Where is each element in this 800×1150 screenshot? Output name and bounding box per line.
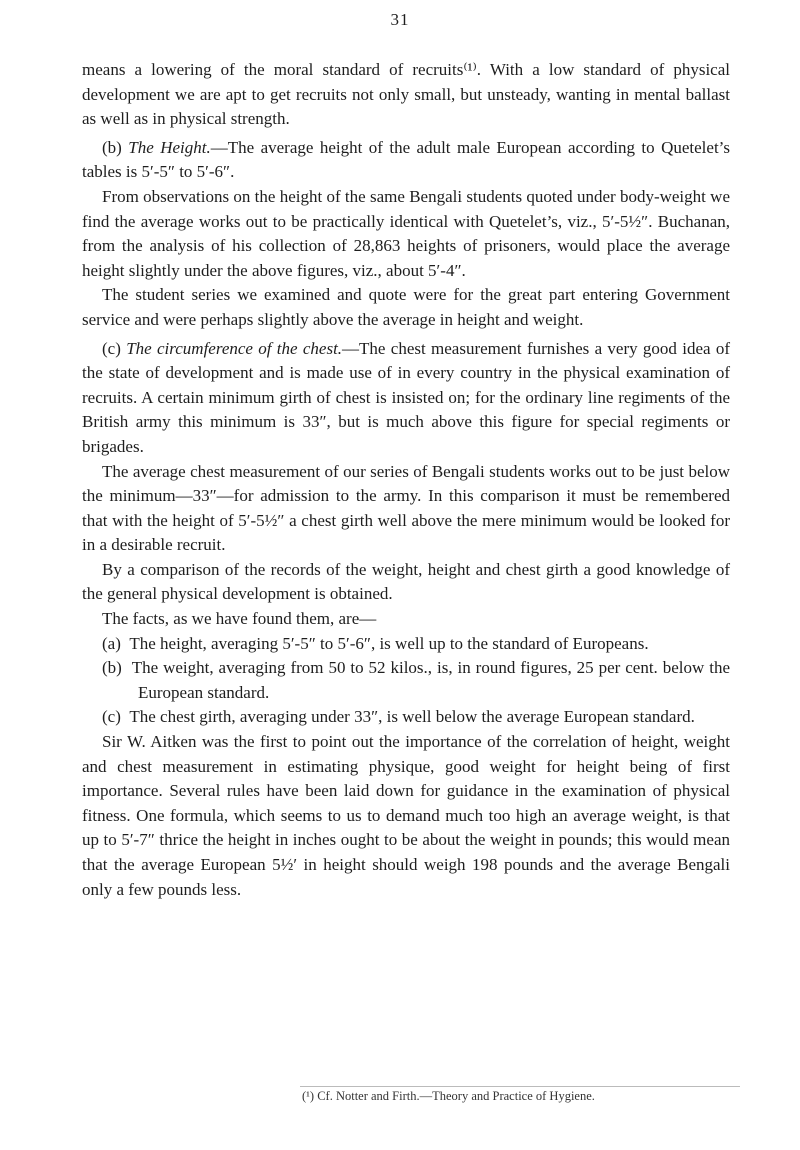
paragraph-student-series: The student series we examined and quote were for the great part entering Government service and were perhaps slightly above the average in height and weight.: [82, 285, 730, 329]
page-number: 31: [390, 10, 410, 29]
footnote-rule: [300, 1086, 740, 1087]
fact-item-weight: [82, 656, 730, 705]
height-section-intro: (b) The Height.—The average height of the adult male European according to Quetelet’s tables is 5′-5″ to 5′-6″.: [82, 137, 731, 182]
body-text: [82, 58, 730, 902]
chest-section-text: The chest measurement furnishes a very good idea of the state of development and is made use of in every country in the physical examination of recruits. A certain minimum girth of chest is insisted on; for the ordinary line regiments of the British army this minimum is 33″, but is much above this figure for special regiments or brigades.: [82, 338, 731, 456]
paragraph-chest-average: The average chest measurement of our series of Bengali students works out to be just below the minimum—33″—for admission to the army. In this comparison it must be remembered that with the height of 5′-5½″ a chest girth well above the mere minimum would be looked for in a desirable recruit.: [82, 461, 730, 555]
footnote: (¹) Cf. Notter and Firth.—Theory and Practice of Hygiene.: [302, 1089, 595, 1103]
height-section-label: (b): [102, 137, 122, 157]
chest-section-heading: The circumference of the chest.: [126, 338, 343, 358]
fact-item-height: [82, 632, 730, 657]
paragraph-bengali-height: From observations on the height of the same Bengali students quoted under body-weight we find the average works out to be practically identical with Quetelet’s, viz., 5′-5½″. Buchanan, from the analysis of his collection of 28,863 heights of prisoners, would place the average height slightly under the above figures, viz., about 5′-4″.: [82, 186, 730, 280]
fact-text: The chest girth, averaging under 33″, is well below the average European standard.: [129, 707, 695, 727]
chest-section-label: (c): [102, 338, 121, 358]
height-section-text: The average height of the adult male European according to Quetelet’s tables is 5′-5″ to 5′-6″.: [82, 137, 731, 182]
paragraph-recruits: means a lowering of the moral standard of recruits⁽¹⁾. With a low standard of physical development we are apt to get recruits not only small, but unsteady, wanting in mental ballast as well as in physical strength.: [82, 60, 730, 129]
paragraph-facts-intro: The facts, as we have found them, are—: [102, 609, 377, 629]
fact-item-chest: [82, 705, 730, 730]
height-section-heading: The Height.: [128, 137, 211, 157]
paragraph-aitken: Sir W. Aitken was the first to point out the importance of the correlation of height, weight and chest measurement in estimating physique, good weight for height being of first importance. Several rules have been laid down for guidance in the examination of physical fitness. One formula, which seems to us to demand much too high an average weight, is that up to 5′-7″ thrice the height in inches ought to be about the weight in pounds; this would mean that the average European 5½′ in height should weigh 198 pounds and the average Bengali only a few pounds less.: [82, 732, 730, 899]
fact-text: The weight, averaging from 50 to 52 kilos., is, in round figures, 25 per cent. below the European standard.: [131, 658, 730, 702]
fact-label: (c): [102, 707, 121, 727]
paragraph-comparison: By a comparison of the records of the weight, height and chest girth a good knowledge of the general physical development is obtained.: [82, 559, 730, 604]
fact-label: (a): [102, 633, 121, 653]
chest-section-intro: (c) The circumference of the chest.—The chest measurement furnishes a very good idea of the state of development and is made use of in every country in the physical examination of recruits. A certain minimum girth of chest is insisted on; for the ordinary line regiments of the British army this minimum is 33″, but is much above this figure for special regiments or brigades.: [82, 338, 731, 456]
fact-label: (b): [102, 658, 122, 678]
fact-text: The height, averaging 5′-5″ to 5′-6″, is well up to the standard of Europeans.: [129, 633, 649, 653]
